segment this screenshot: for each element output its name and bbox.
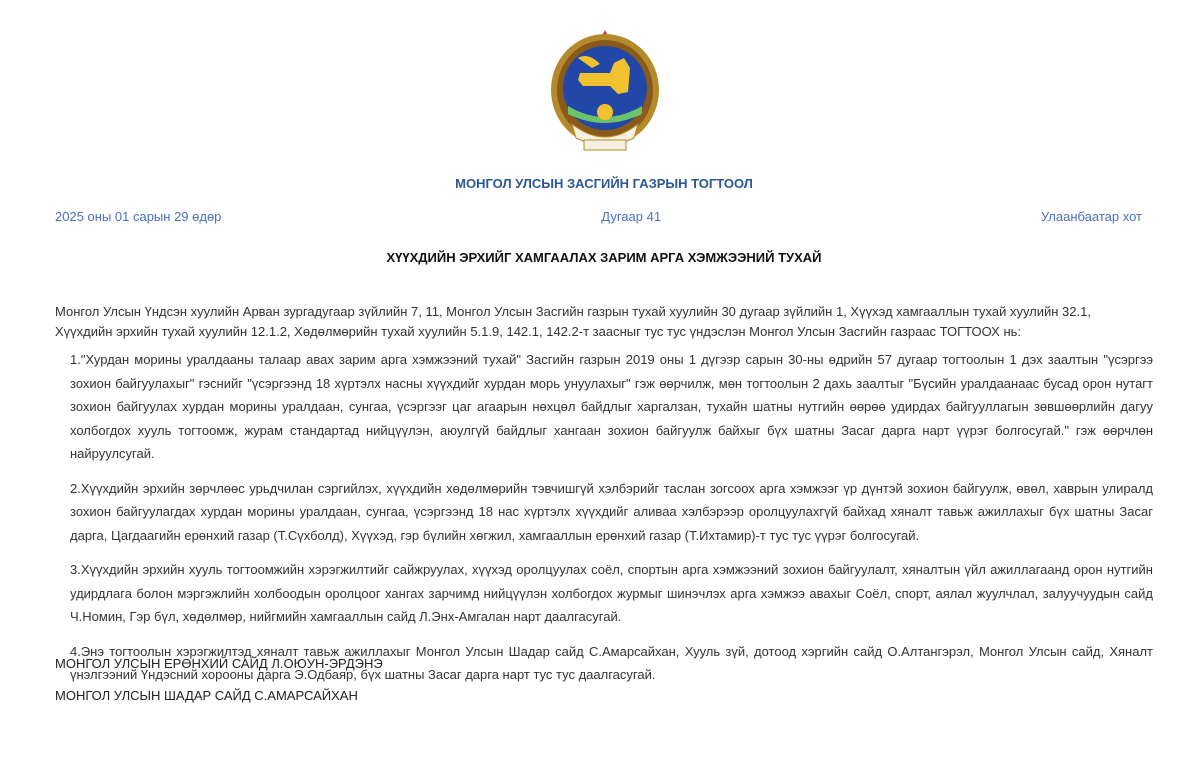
document-title: МОНГОЛ УЛСЫН ЗАСГИЙН ГАЗРЫН ТОГТООЛ [455,176,753,191]
document-meta [55,209,1142,224]
document-place: Улаанбаатар хот [1040,209,1142,224]
resolution-item: 3.Хүүхдийн эрхийн хууль тогтоомжийн хэрэгжилтийг сайжруулах, хүүхэд оролцуулах соёл, спортын арга хэмжээний зохион байгуулалт, хяналтын үйл ажиллагаанд орон нутгийн удирдлага болон мэргэжлийн холбоодын оролцоог хангах зарчимд нийцүүлэн холбогдох журмыг шинэчлэх арга хэмжээ авахыг Соёл, спорт, аялал жуулчлал, залуучуудын сайд Ч.Номин, Гэр бүл, хөдөлмөр, нийгмийн хамгааллын сайд Л.Энх-Амгалан нарт даалгасугай. [70,562,1153,624]
document-subject: ХҮҮХДИЙН ЭРХИЙГ ХАМГААЛАХ ЗАРИМ АРГА ХЭМЖЭЭНИЙ ТУХАЙ [386,250,822,265]
document-date: 2025 оны 01 сарын 29 өдөр [55,209,222,224]
resolution-items [70,348,1153,698]
resolution-item: 4.Энэ тогтоолын хэрэгжилтэд хяналт тавьж ажиллахыг Монгол Улсын Шадар сайд С.Амарсайхан, Хууль зүй, дотоод хэргийн сайд О.Алтангэрэл, Монгол Улсын сайд, Хяналт үнэлгээний Үндэсний хорооны дарга Э.Одбаяр, бүх шатны Засаг дарга нарт тус тус даалгасугай. [70,643,1153,682]
resolution-item: 2.Хүүхдийн эрхийн зөрчлөөс урьдчилан сэргийлэх, хүүхдийн хөдөлмөрийн тэвчишгүй хэлбэрийг таслан зогсоох арга хэмжээг үр дүнтэй зохион байгуулж, өвөл, хаврын улиралд зохион байгуулагдах хурдан морины уралдаан, сунгаа, үсэргээнд 18 нас хүртэлх хүүхдийг аливаа хэлбэрээр оролцуулахгүй байхад хяналт тавьж ажиллахыг бүх шатны Засаг дарга, Цагдаагийн ерөнхий газар (Т.Сүхболд), Хүүхэд, гэр бүлийн хөгжил, хамгааллын ерөнхий газар (Т.Ихтамир)-т тус тус үүрэг болгосугай. [70,480,1153,543]
signature-prime-minister: МОНГОЛ УЛСЫН ЕРӨНХИЙ САЙД Л.ОЮУН-ЭРДЭНЭ [55,656,383,671]
signature-deputy-prime-minister: МОНГОЛ УЛСЫН ШАДАР САЙД С.АМАРСАЙХАН [55,688,358,703]
state-emblem-icon [548,28,662,152]
resolution-item: 1."Хурдан морины уралдааны талаар авах зарим арга хэмжээний тухай" Засгийн газрын 2019 оны 1 дүгээр сарын 30-ны өдрийн 57 дугаар тогтоолын 1 дэх заалтын "үсэргээ зохион байгуулахыг" гэснийг "үсэргээнд 18 хүртэлх насны хүүхдийг хурдан морь унуулахыг" гэж өөрчилж, мөн тогтоолын 2 дахь заалтыг "Бүсийн уралдаанаас бусад орон нутагт зохион байгуулах хурдан морины уралдаан, сунгаа, үсэргээг цаг агаарын нөхцөл байдлыг харгалзан, тухайн шатны нутгийн өөрөө удирдах байгууллагын зөвшөөрлийн дагуу холбогдох хууль тогтоомж, журам стандартад нийцүүлэн, аюулгүй байдлыг хангаан зохион байгуулж байхыг бүх шатны Засаг дарга нарт үүрэг болгосугай." гэж өөрчлөн найруулсугай. [70,352,1153,461]
intro-paragraph: Монгол Улсын Үндсэн хуулийн Арван зургадугаар зүйлийн 7, 11, Монгол Улсын Засгийн газрын тухай хуулийн 30 дугаар зүйлийн 1, Хүүхэд хамгааллын тухай хуулийн 32.1, Хүүхдийн эрхийн тухай хуулийн 12.1.2, Хөдөлмөрийн тухай хуулийн 5.1.9, 142.1, 142.2-т заасныг тус тус үндэслэн Монгол Улсын Засгийн газраас ТОГТООХ нь: [55,304,1091,339]
document-number: Дугаар 41 [601,209,662,224]
